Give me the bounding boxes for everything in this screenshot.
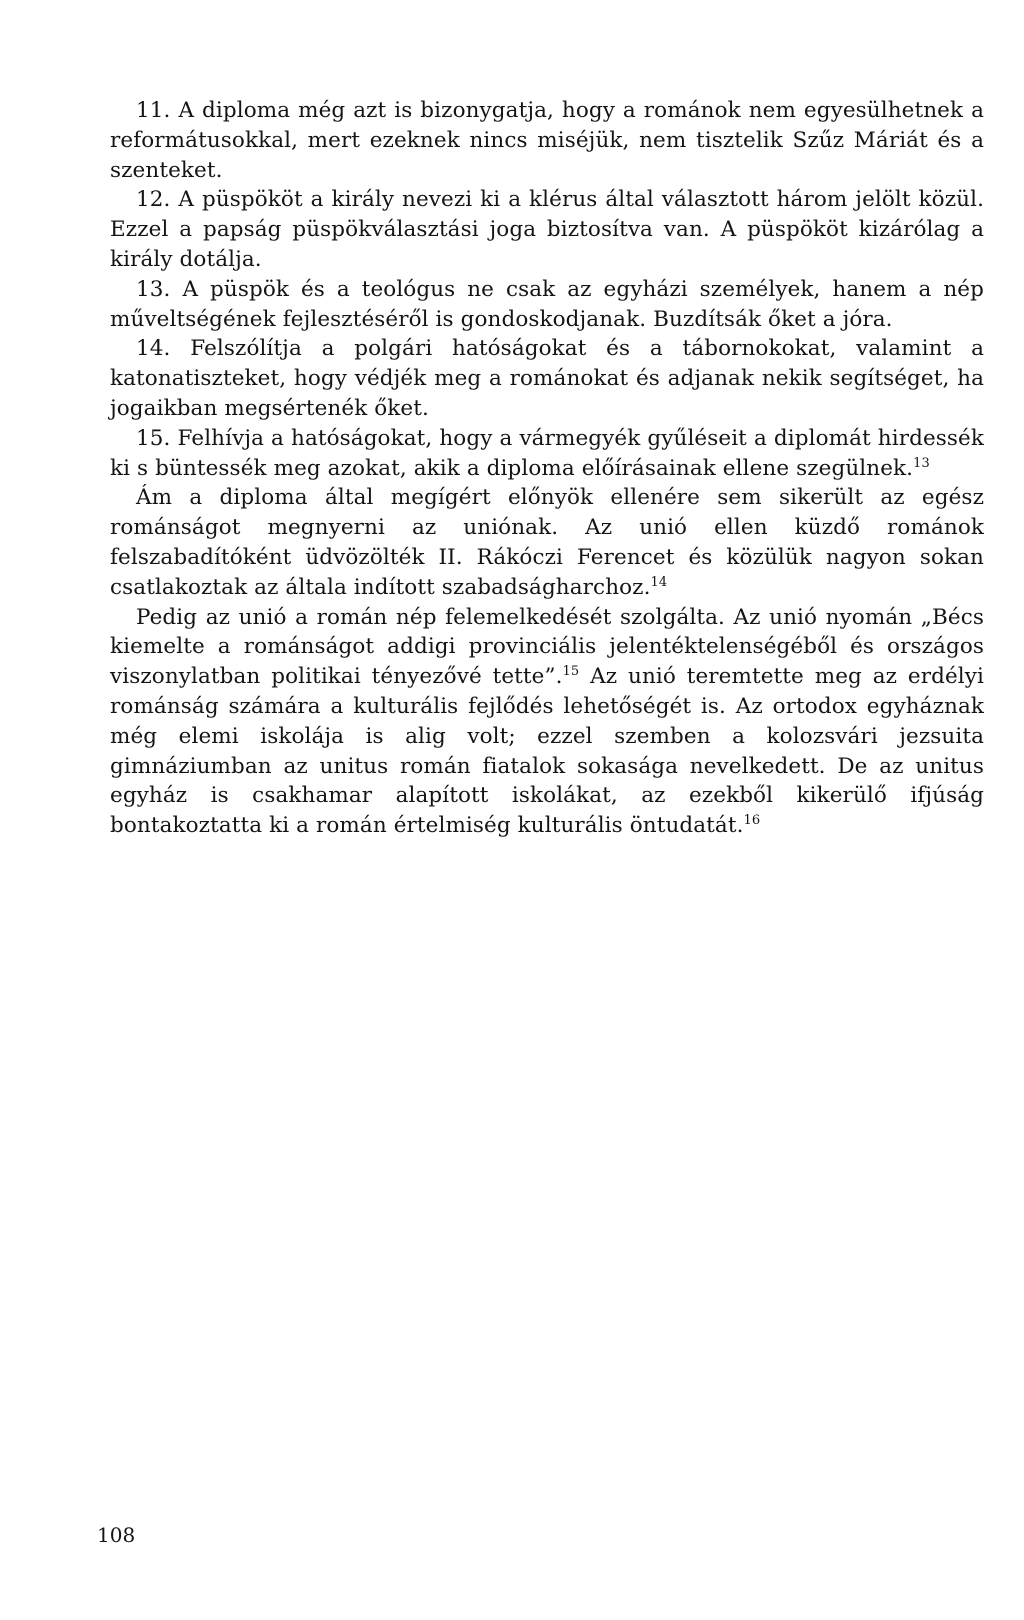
paragraph-text: Pedig az unió a román nép felemelkedését szolgálta. Az unió nyomán „Bécs kiemelte a románságot addigi provinciális jelentéktelenségéből és országos viszonylatban politikai tényezővé tette”. bbox=[110, 604, 984, 690]
footnote-ref: 13 bbox=[913, 455, 930, 471]
paragraph-union-benefits bbox=[110, 603, 984, 841]
footnote-ref: 14 bbox=[650, 574, 668, 590]
paragraph-text: Az unió teremtette meg az erdélyi románság számára a kulturális fejlődés lehetőségét is. Az ortodox egyháznak még elemi iskolája is alig volt; ezzel szemben a kolozsvári jezsuita gimnáziumban az unitus román fiatalok sokasága nevelkedett. De az unitus egyház is csakhamar alapított iskolákat, az ezekből kikerülő ifjúság bontakoztatta ki a román értelmiség kulturális öntudatát. bbox=[110, 664, 984, 839]
paragraph-14 bbox=[110, 334, 984, 423]
paragraph-text: 13. A püspök és a teológus ne csak az egyházi személyek, hanem a nép műveltségének fejlesztéséről is gondoskodjanak. Buzdítsák őket a jóra. bbox=[110, 276, 984, 332]
paragraph-11 bbox=[110, 96, 984, 185]
paragraph-text: 11. A diploma még azt is bizonygatja, hogy a románok nem egyesülhetnek a reformátusokkal, mert ezeknek nincs miséjük, nem tisztelik Szűz Máriát és a szenteket. bbox=[110, 98, 984, 183]
paragraph-15 bbox=[110, 424, 984, 484]
footnote-ref: 16 bbox=[743, 812, 761, 828]
paragraph-text: 14. Felszólítja a polgári hatóságokat és a tábornokokat, valamint a katonatiszteket, hogy védjék meg a románokat és adjanak nekik segítséget, ha jogaikban megsértenék őket. bbox=[110, 336, 984, 421]
footnote-ref: 15 bbox=[562, 663, 580, 679]
paragraph-union-opposition bbox=[110, 483, 984, 602]
paragraph-13 bbox=[110, 275, 984, 335]
page-number: 108 bbox=[97, 1523, 136, 1547]
paragraph-text: 12. A püspököt a király nevezi ki a klérus által választott három jelölt közül. Ezzel a papság püspökválasztási joga biztosítva van. A püspököt kizárólag a király dotálja. bbox=[110, 187, 984, 272]
paragraph-text: 15. Felhívja a hatóságokat, hogy a vármegyék gyűléseit a diplomát hirdessék ki s büntessék meg azokat, akik a diploma előírásainak ellene szegülnek. bbox=[110, 425, 984, 481]
paragraph-text: Ám a diploma által megígért előnyök ellenére sem sikerült az egész románságot megnyerni az uniónak. Az unió ellen küzdő románok felszabadítóként üdvözölték II. Rákóczi Ferencet és közülük nagyon sokan csatlakoztak az általa indított szabadságharchoz. bbox=[110, 485, 984, 600]
paragraph-12 bbox=[110, 185, 984, 274]
body-text bbox=[110, 96, 984, 841]
